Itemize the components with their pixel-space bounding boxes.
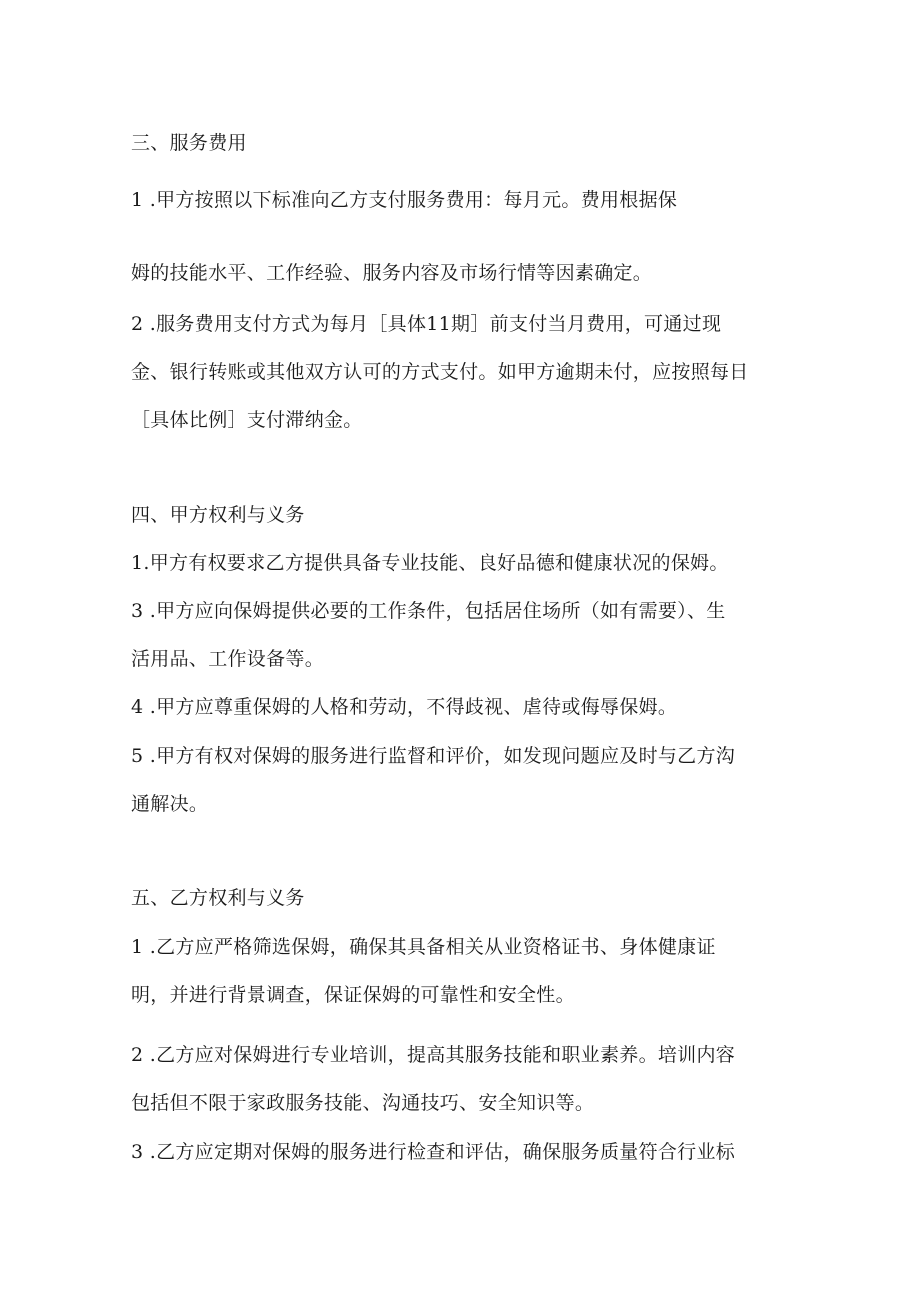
paragraph-line: 姆的技能水平、工作经验、服务内容及市场行情等因素确定。	[131, 262, 653, 284]
paragraph-line: 5 .甲方有权对保姆的服务进行监督和评价，如发现问题应及时与乙方沟	[131, 745, 736, 767]
paragraph-line: 1.甲方有权要求乙方提供具备专业技能、良好品德和健康状况的保姆。	[131, 552, 729, 574]
section-heading-party-a: 四、甲方权利与义务	[131, 504, 305, 526]
paragraph-line: 1 .乙方应严格筛选保姆，确保其具备相关从业资格证书、身体健康证	[131, 936, 716, 958]
paragraph-line: 包括但不限于家政服务技能、沟通技巧、安全知识等。	[131, 1092, 595, 1114]
paragraph-line: 活用品、工作设备等。	[131, 648, 325, 670]
paragraph-line: 4 .甲方应尊重保姆的人格和劳动，不得歧视、虐待或侮辱保姆。	[131, 696, 678, 718]
paragraph-line: 金、银行转账或其他双方认可的方式支付。如甲方逾期未付，应按照每日	[131, 361, 749, 383]
paragraph-line: 2 .乙方应对保姆进行专业培训，提高其服务技能和职业素养。培训内容	[131, 1044, 736, 1066]
paragraph-line: 明，并进行背景调查，保证保姆的可靠性和安全性。	[131, 984, 575, 1006]
paragraph-line: 通解决。	[131, 793, 209, 815]
section-heading-party-b: 五、乙方权利与义务	[131, 887, 305, 909]
paragraph-line: 3 .乙方应定期对保姆的服务进行检查和评估，确保服务质量符合行业标	[131, 1141, 736, 1163]
paragraph-line: 1 .甲方按照以下标准向乙方支付服务费用：每月元。费用根据保	[131, 189, 678, 211]
paragraph-line: 3 .甲方应向保姆提供必要的工作条件，包括居住场所（如有需要）、生	[131, 600, 726, 622]
paragraph-line: ［具体比例］支付滞纳金。	[131, 409, 363, 431]
section-heading-fees: 三、服务费用	[131, 132, 247, 154]
paragraph-line: 2 .服务费用支付方式为每月［具体11期］前支付当月费用，可通过现	[131, 313, 722, 335]
